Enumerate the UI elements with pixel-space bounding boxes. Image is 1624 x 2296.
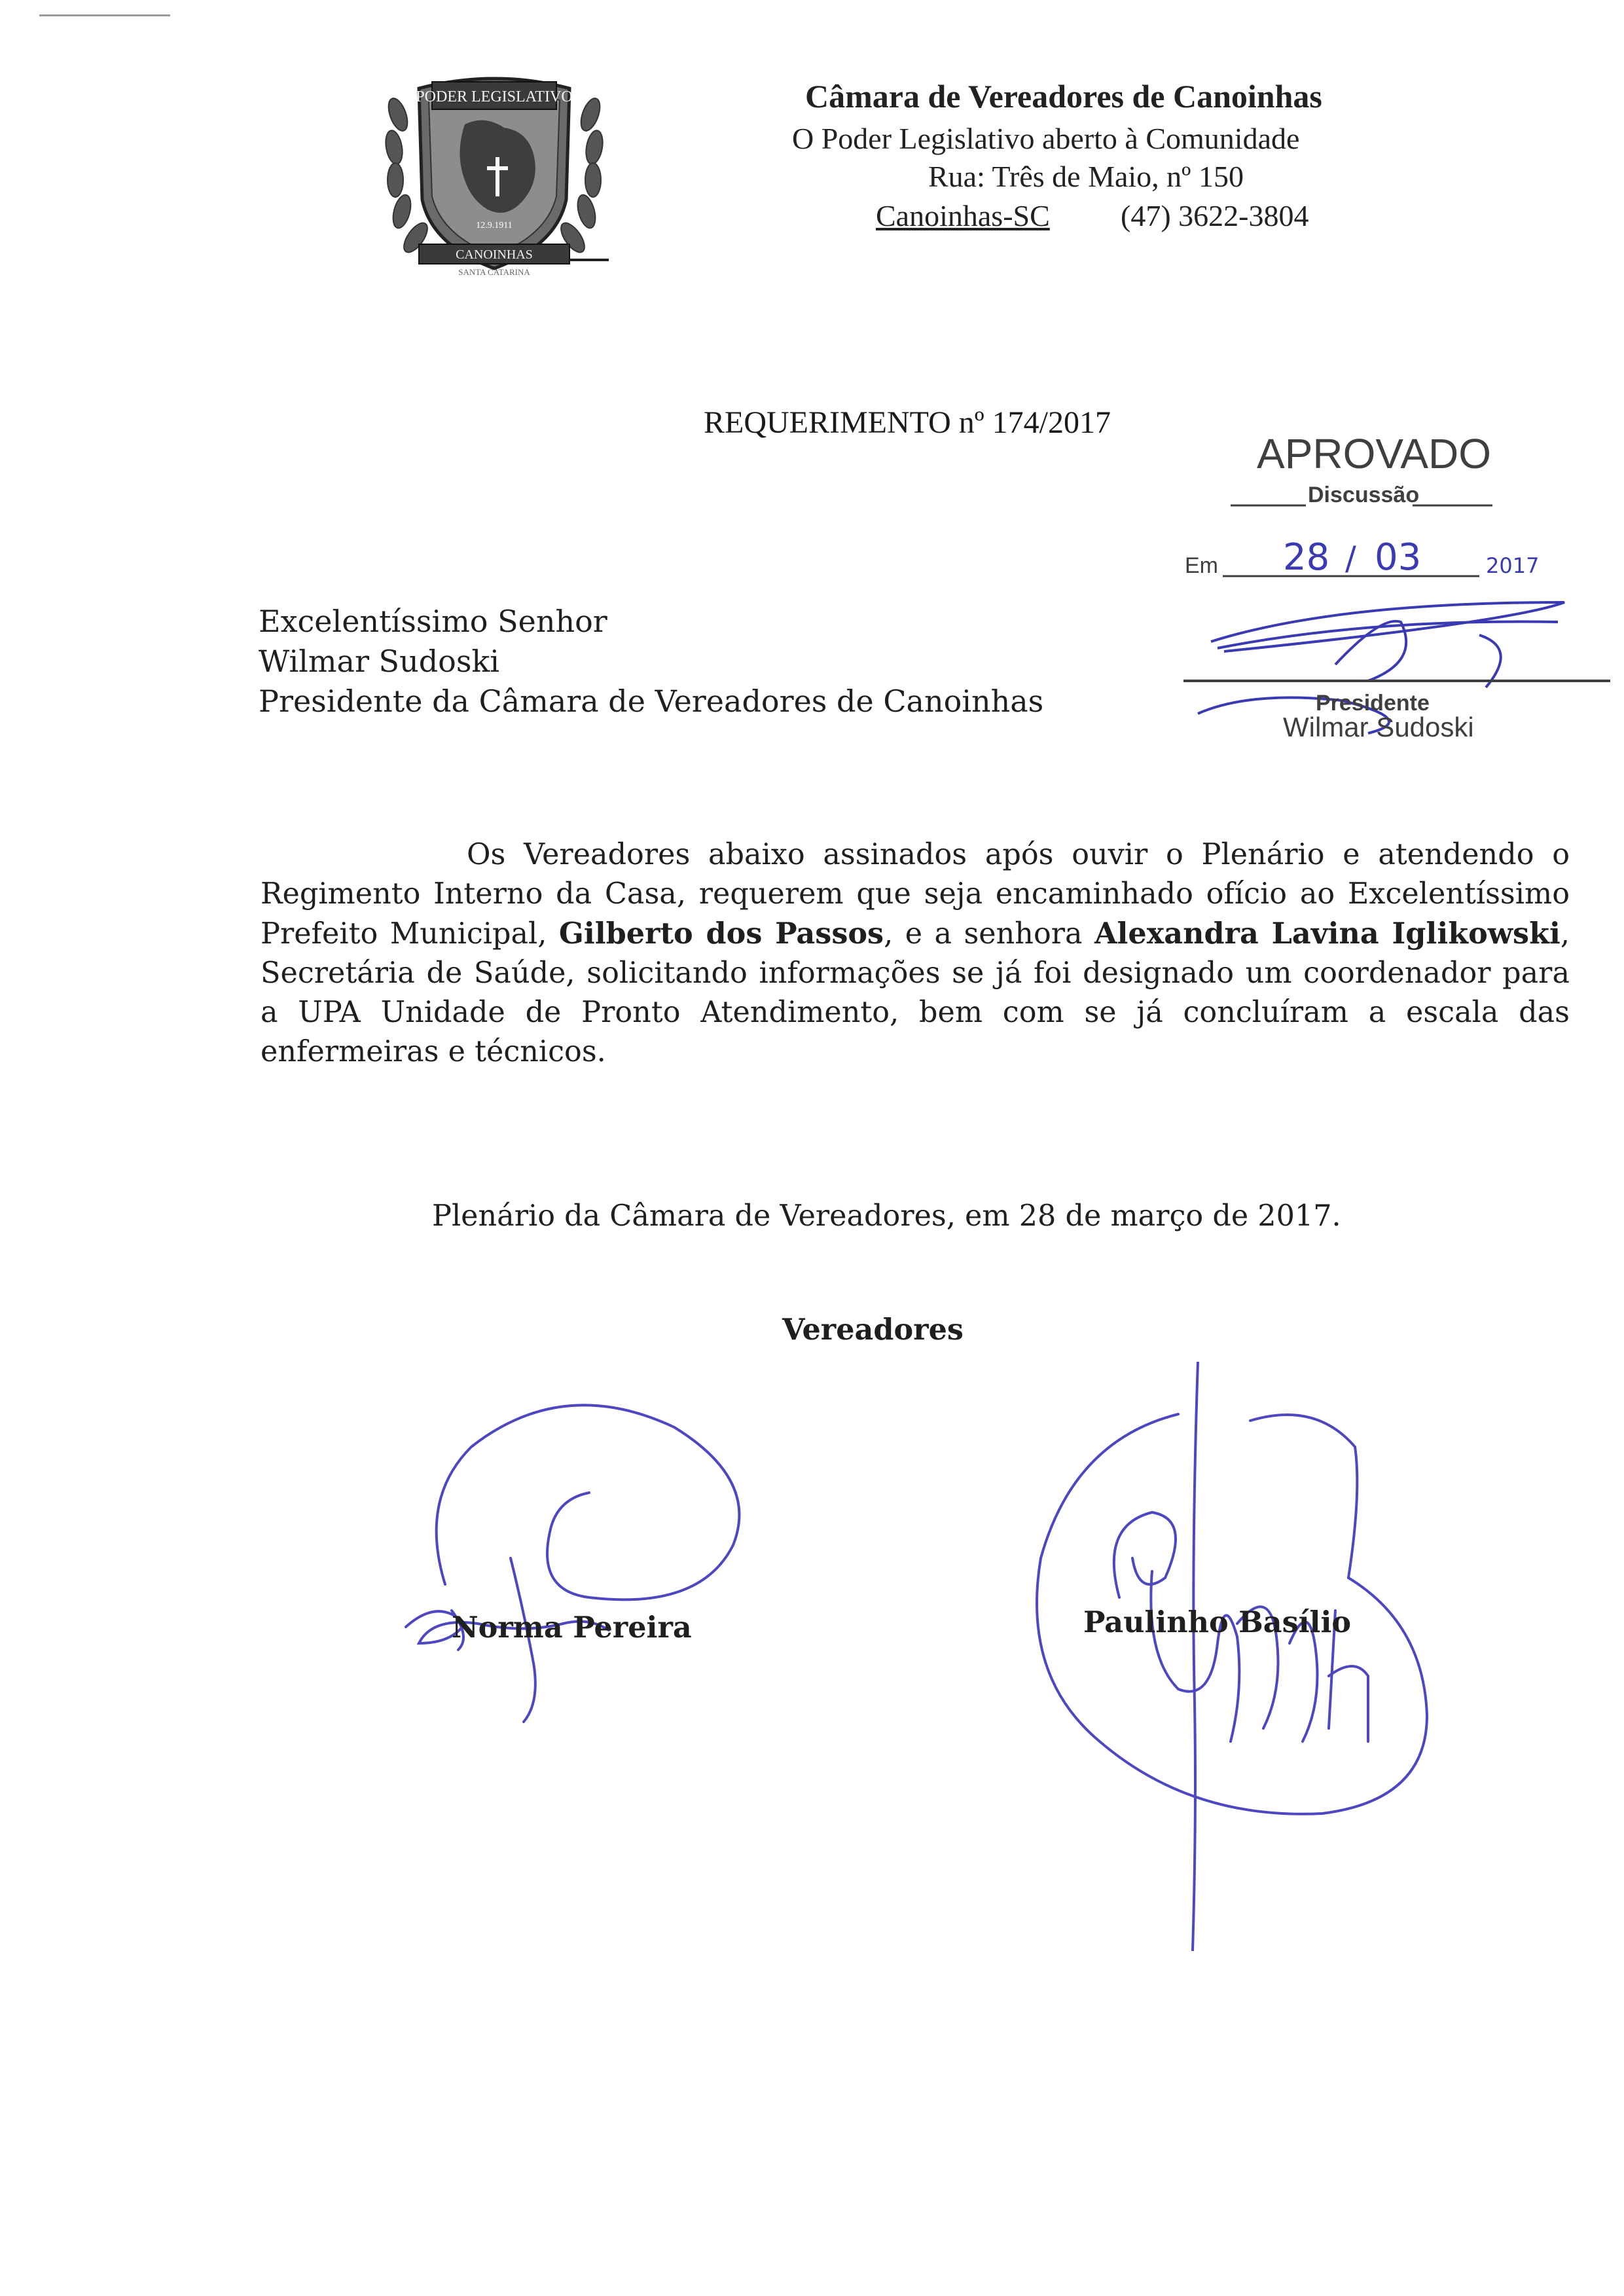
mayor-name: Gilberto dos Passos (558, 917, 884, 951)
addressee-title: Presidente da Câmara de Vereadores de Canoinhas (259, 683, 1044, 719)
stamp-stage: Discussão (1308, 483, 1420, 507)
place-and-date: Plenário da Câmara de Vereadores, em 28 de março de 2017. (432, 1199, 1341, 1233)
stamp-date-month: 03 (1375, 536, 1422, 579)
signature-left-icon (393, 1336, 799, 1741)
body-text-part3: , Secretária de Saúde, solicitando informações se já foi designado um coordenador para a UPA Unidade de Pronto Atendimento, bem com se já concluíram a escala das enfermeiras e técnicos. (261, 917, 1570, 1068)
institution-title: Câmara de Vereadores de Canoinhas (805, 78, 1322, 115)
scan-artifact-line (39, 14, 170, 16)
coat-of-arms-logo (380, 69, 609, 285)
body-text-part1: Os Vereadores abaixo assinados após ouvir o Plenário e atendendo o Regimento Interno da Casa, requerem que seja encaminhado ofício ao Excelentíssimo Prefeito Municipal, (261, 838, 1570, 951)
stamp-date-day: 28 (1283, 536, 1330, 579)
institution-phone: (47) 3622-3804 (1121, 199, 1309, 232)
addressee-name: Wilmar Sudoski (259, 644, 500, 679)
signature-right-icon (1021, 1362, 1479, 1951)
signatory-left-name: Norma Pereira (452, 1611, 692, 1645)
signatories-heading: Vereadores (782, 1313, 964, 1347)
body-text-part2: , e a senhora (884, 917, 1094, 951)
institution-city: Canoinhas-SC (876, 199, 1050, 232)
stamp-date-year: 2017 (1486, 553, 1540, 578)
institution-subtitle: O Poder Legislativo aberto à Comunidade (792, 122, 1300, 155)
approval-stamp (1172, 426, 1617, 753)
secretary-name: Alexandra Lavina Iglikowski (1094, 917, 1561, 951)
seal-state-text: SANTA CATARINA (458, 267, 530, 277)
signatory-right-name: Paulinho Basílio (1083, 1605, 1352, 1639)
stamp-name: Wilmar Sudoski (1283, 712, 1474, 742)
request-body (261, 835, 1570, 1072)
stamp-status: APROVADO (1257, 430, 1491, 477)
seal-top-text: PODER LEGISLATIVO (416, 88, 573, 105)
stamp-date-prefix: Em (1185, 553, 1218, 578)
request-paragraph (261, 835, 1570, 1072)
requirement-title: REQUERIMENTO nº 174/2017 (704, 405, 1111, 440)
addressee-salutation: Excelentíssimo Senhor (259, 604, 607, 639)
svg-text:/: / (1345, 539, 1356, 577)
stamp-role: Presidente (1316, 691, 1430, 716)
seal-bottom-text: CANOINHAS (456, 247, 533, 262)
institution-address: Rua: Três de Maio, nº 150 (928, 160, 1244, 193)
seal-date-text: 12.9.1911 (476, 221, 513, 230)
